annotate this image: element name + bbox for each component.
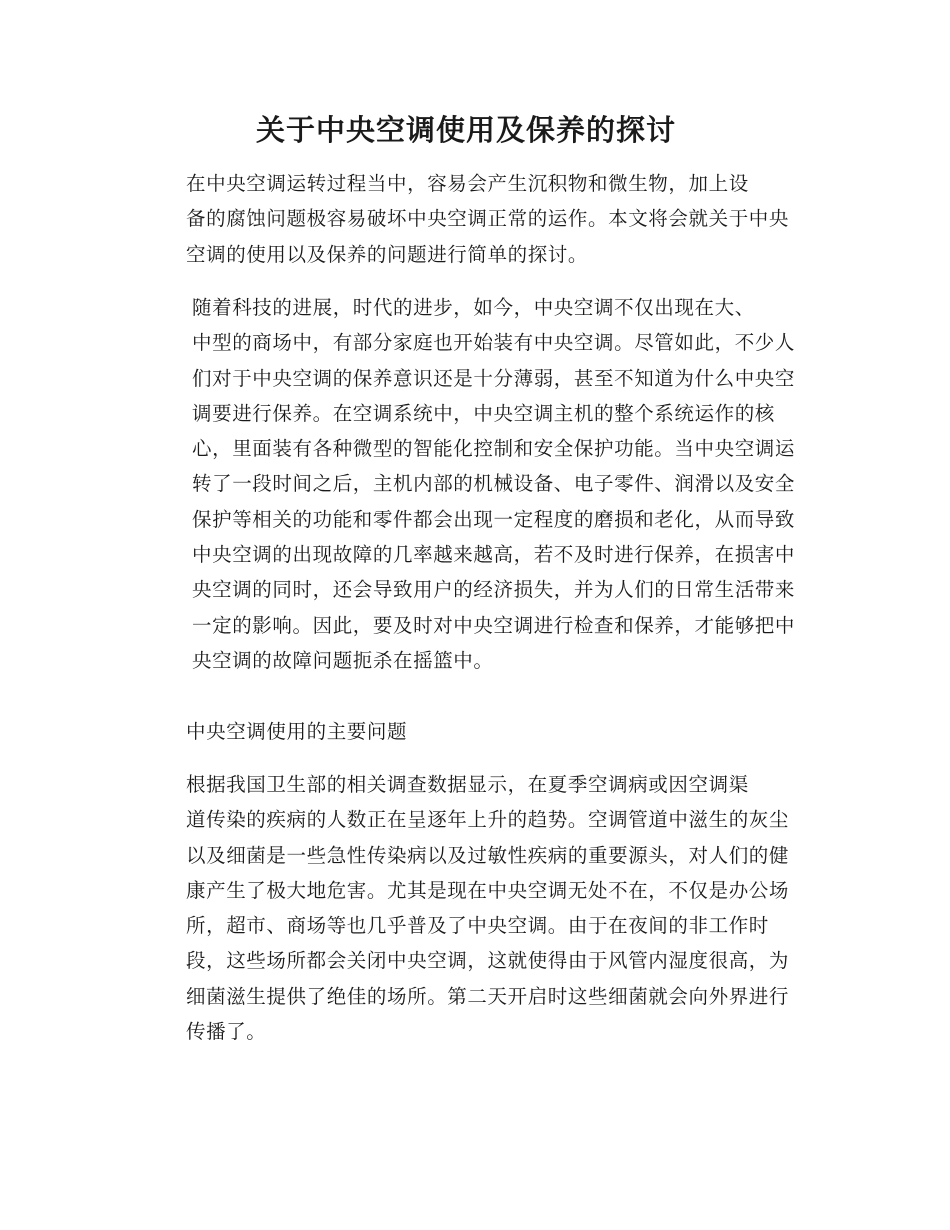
text-line: 央空调的故障问题扼杀在摇篮中。 bbox=[192, 648, 494, 672]
text-line: 传播了。 bbox=[186, 1020, 267, 1044]
text-line: 所，超市、商场等也几乎普及了中央空调。由于在夜间的非工作时 bbox=[186, 914, 769, 938]
text-line: 随着科技的进展，时代的进步，如今，中央空调不仅出现在大、 bbox=[192, 296, 755, 319]
paragraph-intro bbox=[142, 166, 794, 272]
text-line: 中央空调使用的主要问题 bbox=[186, 720, 408, 743]
text-line: 中型的商场中，有部分家庭也开始装有中央空调。尽管如此，不少人 bbox=[192, 331, 796, 355]
text-line: 段，这些场所都会关闭中央空调，这就使得由于风管内湿度很高，为 bbox=[186, 949, 790, 973]
text-line: 空调的使用以及保养的问题进行简单的探讨。 bbox=[186, 242, 589, 266]
text-line: 心，里面装有各种微型的智能化控制和安全保护功能。当中央空调运 bbox=[192, 437, 796, 461]
text-line: 备的腐蚀问题极容易破坏中央空调正常的运作。本文将会就关于中央 bbox=[186, 207, 790, 231]
text-line: 中央空调的出现故障的几率越来越高，若不及时进行保养，在损害中 bbox=[192, 543, 796, 567]
paragraph-background bbox=[142, 290, 794, 678]
document-title: 关于中央空调使用及保养的探讨 bbox=[255, 113, 676, 147]
text-line: 转了一段时间之后，主机内部的机械设备、电子零件、润滑以及安全 bbox=[192, 472, 796, 496]
text-line: 保护等相关的功能和零件都会出现一定程度的磨损和老化，从而导致 bbox=[192, 507, 796, 531]
text-line: 细菌滋生提供了绝佳的场所。第二天开启时这些细菌就会向外界进行 bbox=[186, 984, 790, 1008]
text-line: 一定的影响。因此，要及时对中央空调进行检查和保养，才能够把中 bbox=[192, 613, 796, 637]
text-line: 调要进行保养。在空调系统中，中央空调主机的整个系统运作的核 bbox=[192, 401, 775, 425]
text-line: 根据我国卫生部的相关调查数据显示，在夏季空调病或因空调渠 bbox=[186, 773, 749, 796]
text-line: 以及细菌是一些急性传染病以及过敏性疾病的重要源头，对人们的健 bbox=[186, 843, 790, 867]
section-heading bbox=[142, 714, 794, 749]
paragraph-problems bbox=[142, 767, 794, 1049]
text-line: 们对于中央空调的保养意识还是十分薄弱，甚至不知道为什么中央空 bbox=[192, 366, 796, 390]
text-line: 央空调的同时，还会导致用户的经济损失，并为人们的日常生活带来 bbox=[192, 578, 796, 602]
text-line: 康产生了极大地危害。尤其是现在中央空调无处不在，不仅是办公场 bbox=[186, 878, 790, 902]
text-line: 在中央空调运转过程当中，容易会产生沉积物和微生物，加上设 bbox=[186, 172, 749, 195]
text-line: 道传染的疾病的人数正在呈逐年上升的趋势。空调管道中滋生的灰尘 bbox=[186, 808, 790, 832]
